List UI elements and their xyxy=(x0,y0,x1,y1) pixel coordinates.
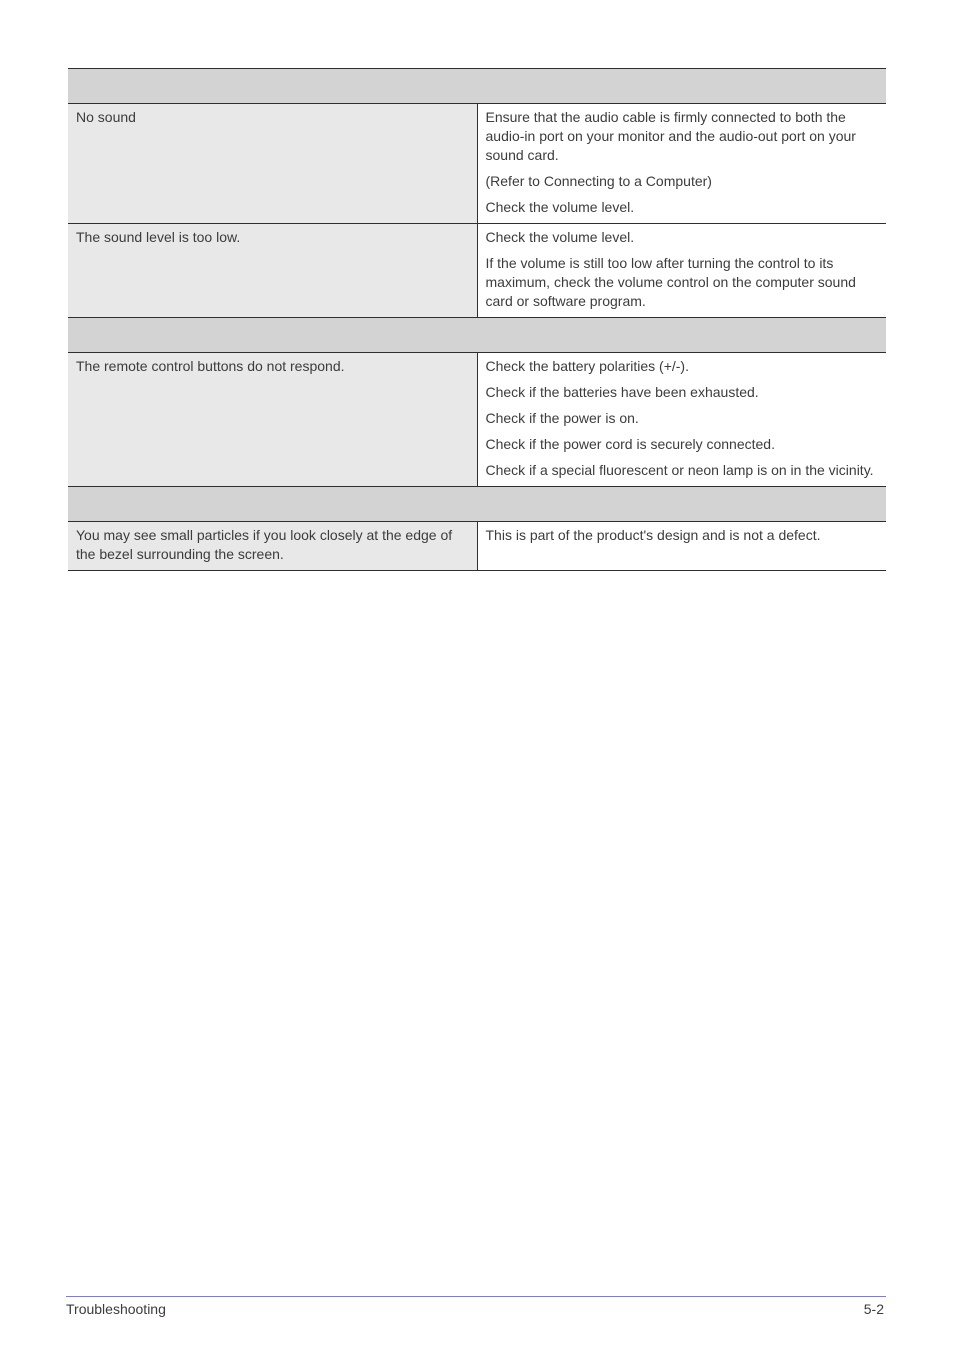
section-header xyxy=(68,318,886,353)
solution-cell xyxy=(477,353,886,487)
troubleshooting-table xyxy=(68,68,886,571)
table-row xyxy=(68,104,886,224)
section-header-row xyxy=(68,318,886,353)
section-header-row xyxy=(68,487,886,522)
symptom-cell xyxy=(68,224,477,318)
symptom-text: No sound xyxy=(76,109,136,125)
solution-text: Check if the power cord is securely connected. xyxy=(485,436,775,452)
page-number: 5-2 xyxy=(863,1301,884,1317)
symptom-text: You may see small particles if you look closely at the edge of the bezel surrounding the screen. xyxy=(76,527,453,562)
symptom-cell xyxy=(68,522,477,571)
solution-text: Check if a special fluorescent or neon lamp is on in the vicinity. xyxy=(485,462,874,478)
solution-text: Check the volume level. xyxy=(485,199,635,215)
table-row xyxy=(68,522,886,571)
solution-text: If the volume is still too low after turning the control to its maximum, check the volume control on the computer sound card or software program. xyxy=(485,255,856,309)
solution-text: Check the volume level. xyxy=(485,229,635,245)
solution-cell xyxy=(477,104,886,224)
table-row xyxy=(68,224,886,318)
symptom-cell xyxy=(68,104,477,224)
section-header xyxy=(68,69,886,104)
footer-section-name: Troubleshooting xyxy=(66,1301,166,1317)
section-header-row xyxy=(68,69,886,104)
solution-cell xyxy=(477,224,886,318)
symptom-cell xyxy=(68,353,477,487)
symptom-text: The sound level is too low. xyxy=(76,229,241,245)
solution-cell xyxy=(477,522,886,571)
solution-text: Ensure that the audio cable is firmly connected to both the audio-in port on your monitor and the audio-out port on your sound card. xyxy=(485,109,856,163)
solution-text: Check the battery polarities (+/-). xyxy=(485,358,689,374)
section-header xyxy=(68,487,886,522)
table-row xyxy=(68,353,886,487)
page-footer xyxy=(66,1296,886,1317)
symptom-text: The remote control buttons do not respond. xyxy=(76,358,345,374)
solution-text: Check if the batteries have been exhausted. xyxy=(485,384,759,400)
solution-text: (Refer to Connecting to a Computer) xyxy=(485,173,712,189)
solution-text: Check if the power is on. xyxy=(485,410,639,426)
solution-text: This is part of the product's design and is not a defect. xyxy=(485,527,821,543)
